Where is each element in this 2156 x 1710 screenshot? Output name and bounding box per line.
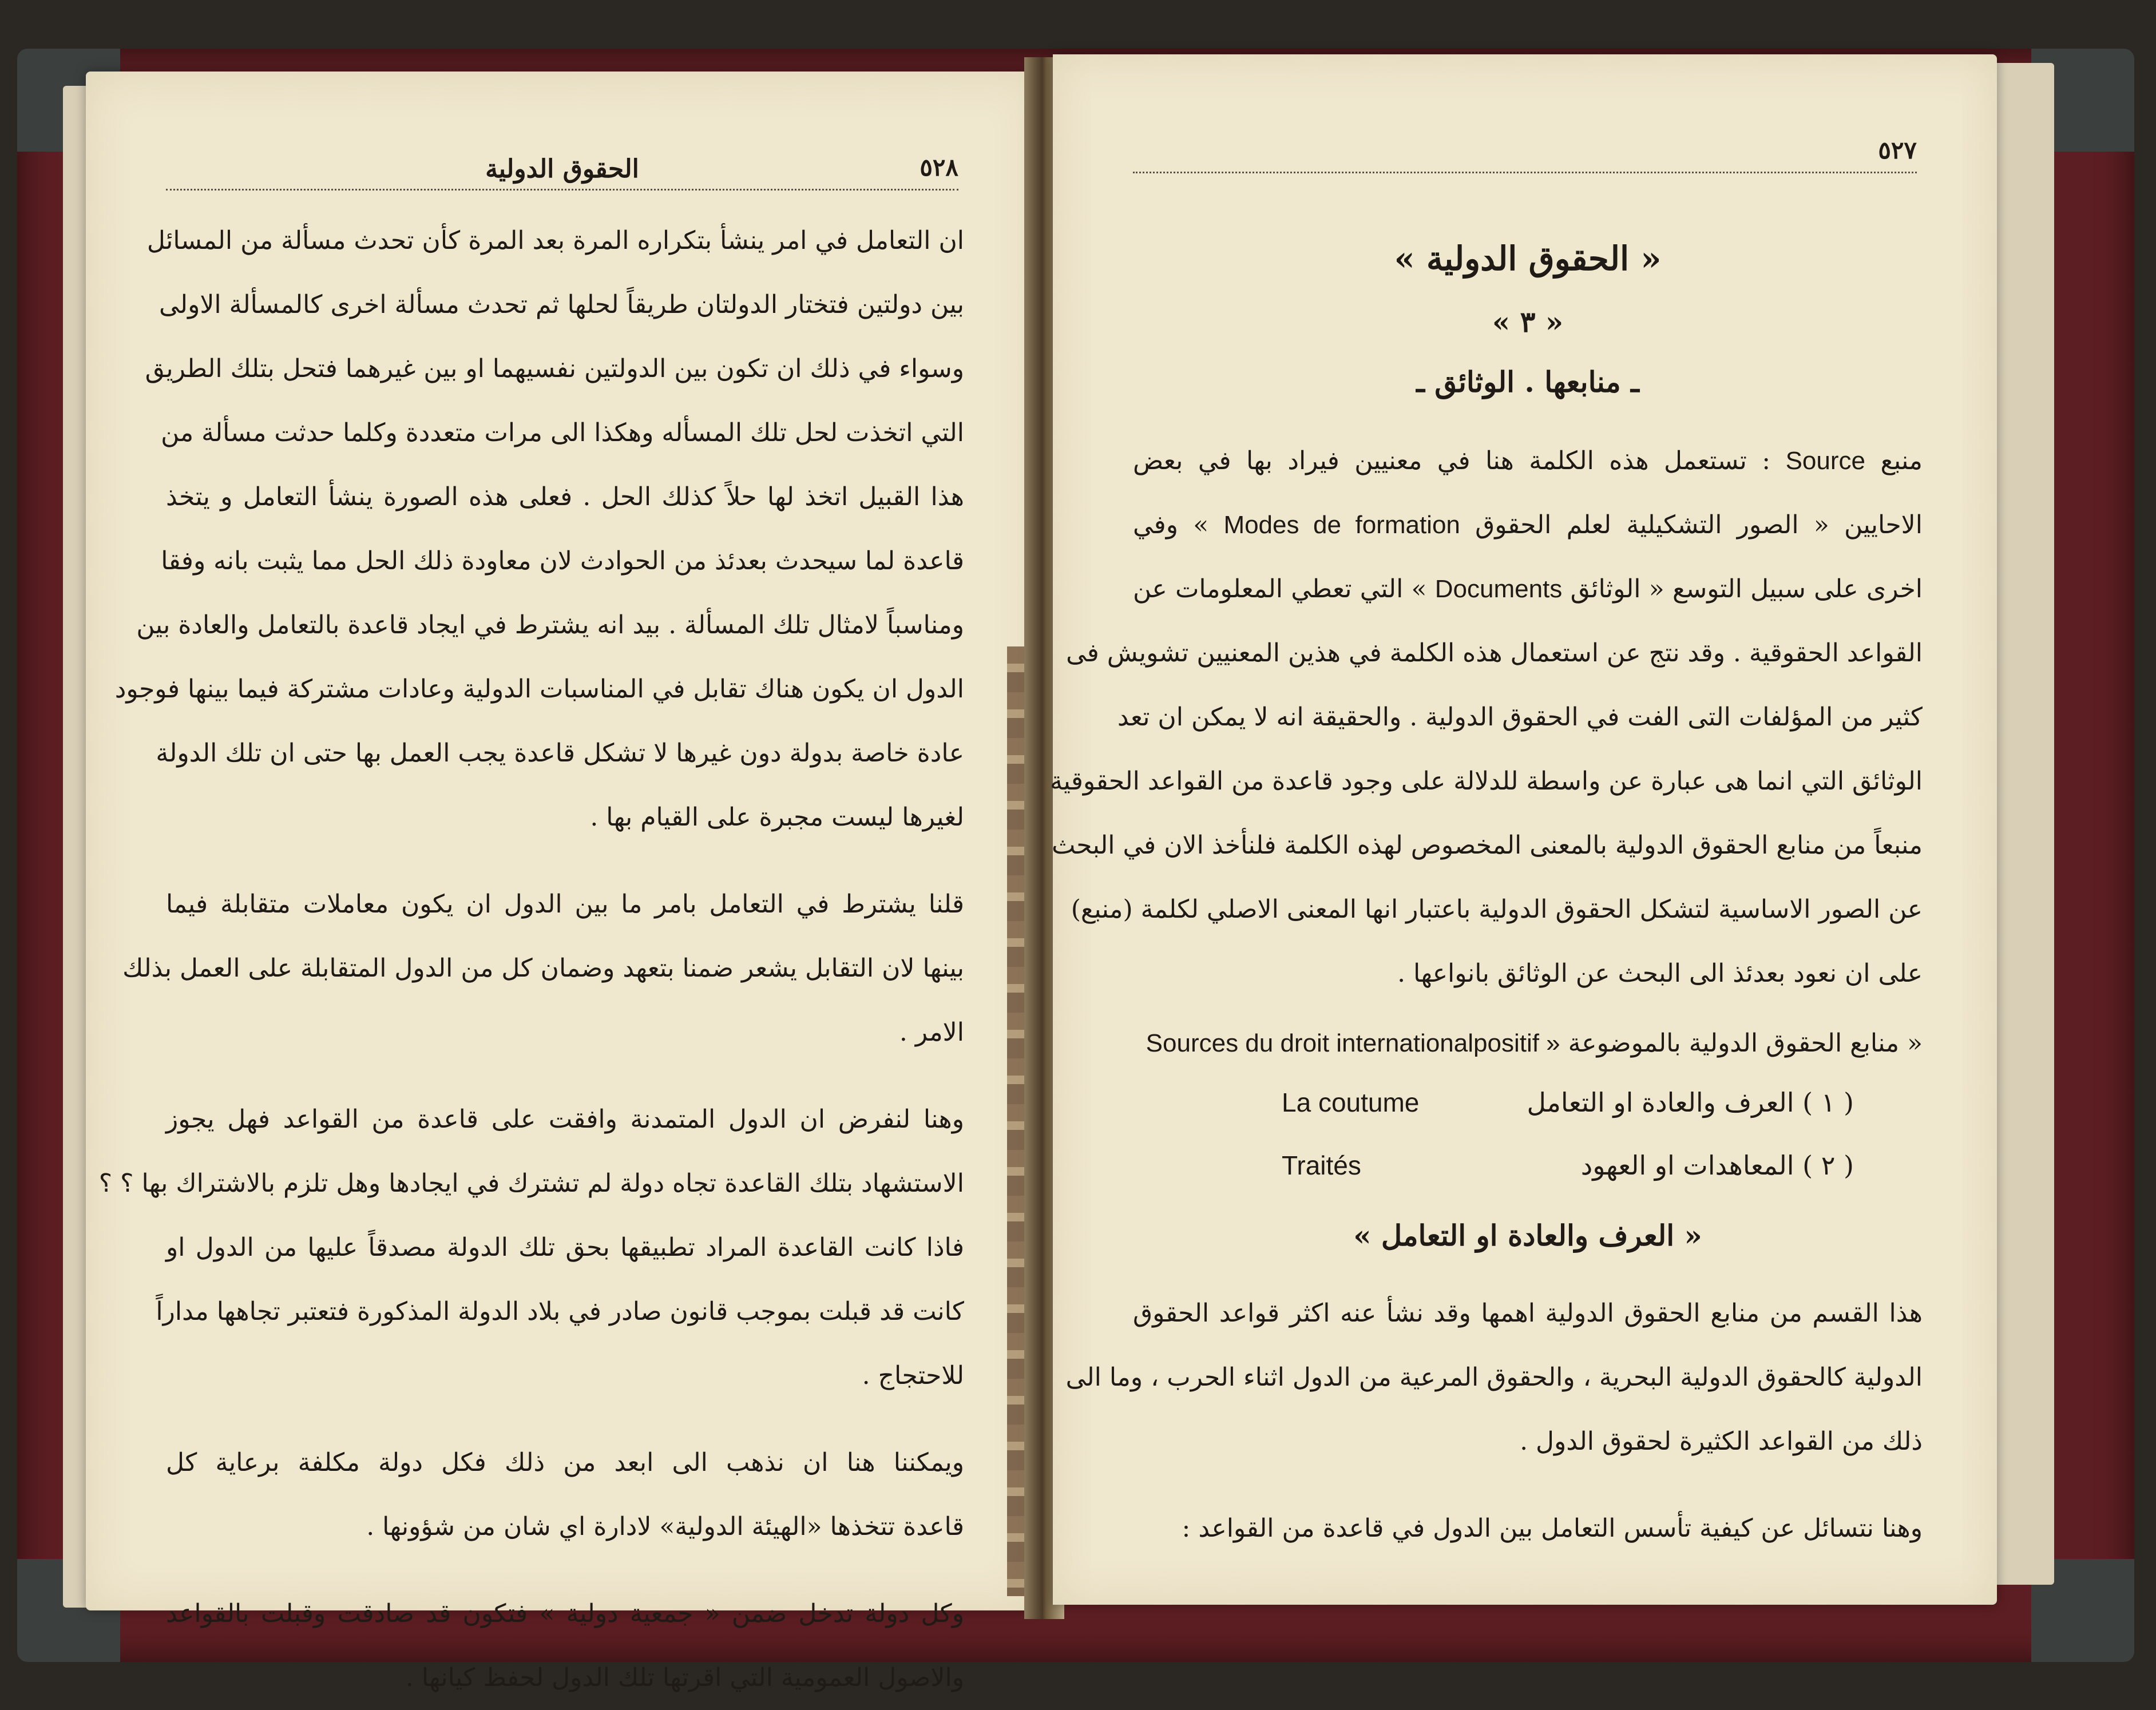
text-line: بينها لان التقابل يشعر ضمنا بتعهد وضمان كل من الدول المتقابلة على العمل بذلك — [122, 954, 964, 983]
text-line: فاذا كانت القاعدة المراد تطبيقها بحق تلك الدولة مصدقاً عليها من الدول او — [166, 1233, 964, 1262]
paragraph — [114, 209, 964, 850]
chapter-subtitle: ـ منابعها . الوثائق ـ — [1416, 365, 1639, 399]
text-line: وهنا لنفرض ان الدول المتمدنة وافقت على قاعدة من القواعد فهل يجوز — [166, 1105, 964, 1134]
paragraph — [122, 872, 964, 1065]
left-page — [86, 72, 1039, 1692]
text-line: للاحتجاج . — [862, 1361, 964, 1390]
text-line: الدول ان يكون هناك تقابل في المناسبات الدولية وعادات مشتركة فيما بينها فوجود — [114, 675, 964, 704]
paragraph — [98, 1088, 964, 1408]
list-item — [1133, 1138, 1923, 1201]
text-line: التي اتخذت لحل تلك المسأله وهكذا الى مرات متعددة وكلما حدثت مسألة من — [161, 418, 964, 447]
text-line: هذا القسم من منابع الحقوق الدولية اهمها وقد نشأ عنه اكثر قواعد الحقوق — [1133, 1299, 1923, 1328]
left-running-head — [166, 143, 958, 191]
french-term: Modes de formation — [1223, 511, 1460, 539]
text-line: هذا القبيل اتخذ لها حلاً كذلك الحل . فعلى هذه الصورة ينشأ التعامل و يتخذ — [166, 482, 964, 511]
text-line: الاحايين « الصور التشكيلية لعلم الحقوق Modes de formation » وفي — [1133, 510, 1923, 539]
paragraph — [1065, 1281, 1923, 1474]
left-page-body — [98, 209, 964, 1710]
french-term: Documents — [1434, 575, 1563, 603]
text-line: ومناسباً لامثال تلك المسألة . بيد انه يشترط في ايجاد قاعدة بالتعامل والعادة بين — [136, 610, 964, 640]
list-item-french: Traités — [1282, 1150, 1361, 1180]
left-page-number: ٥٢٨ — [920, 153, 958, 181]
paragraph — [166, 1582, 964, 1710]
text-line: والاصول العمومية التي اقرتها تلك الدول لحفظ كيانها . — [405, 1663, 964, 1692]
left-running-title: الحقوق الدولية — [485, 154, 639, 184]
intro-paragraph — [1049, 429, 1923, 1006]
text-line: قاعدة لما سيحدث بعدئذ من الحوادث لان معاودة ذلك الحل مما يثبت بانه وفقا — [161, 546, 964, 576]
text-line: اخرى على سبيل التوسع « الوثائق Documents » التي تعطي المعلومات عن — [1133, 574, 1923, 604]
text-line: قاعدة تتخذها «الهيئة الدولية» لادارة اي شان من شؤونها . — [366, 1512, 964, 1541]
sources-line: « منابع الحقوق الدولية بالموضوعة Sources du droit internationalpositif » — [1146, 1029, 1923, 1058]
text-line: قلنا يشترط في التعامل بامر ما بين الدول ان يكون معاملات متقابلة فيما — [166, 890, 964, 919]
text-line: منبع Source : تستعمل هذه الكلمة هنا في معنيين فيراد بها في بعض — [1133, 446, 1923, 475]
text-line: ان التعامل في امر ينشأ بتكراره المرة بعد المرة كأن تحدث مسألة من المسائل — [146, 226, 964, 255]
list-item-arabic: ( ١ ) العرف والعادة او التعامل — [1527, 1087, 1854, 1118]
text-line: كانت قد قبلت بموجب قانون صادر في بلاد الدولة المذكورة فتعتبر تجاهها مداراً — [156, 1297, 964, 1326]
section-title: « العرف والعادة او التعامل » — [1353, 1219, 1702, 1252]
text-line: عن الصور الاساسية لتشكل الحقوق الدولية باعتبار انها المعنى الاصلي لكلمة (منبع) — [1071, 895, 1923, 924]
paragraph — [1133, 1497, 1923, 1561]
paragraph — [166, 1431, 964, 1559]
chapter-title: « الحقوق الدولية » — [1394, 239, 1662, 278]
text-line: لغيرها ليست مجبرة على القيام بها . — [590, 803, 964, 832]
text-line: وسواء في ذلك ان تكون بين الدولتين نفسيهما او بين غيرهما فتحل بتلك الطريق — [145, 354, 964, 383]
text-line: القواعد الحقوقية . وقد نتج عن استعمال هذه الكلمة في هذين المعنيين تشويش فى — [1066, 638, 1923, 668]
text-line: عادة خاصة بدولة دون غيرها لا تشكل قاعدة يجب العمل بها حتى ان تلك الدولة — [156, 739, 964, 768]
right-running-head — [1133, 126, 1917, 173]
text-line: ويمكننا هنا ان نذهب الى ابعد من ذلك فكل دولة مكلفة برعاية كل — [166, 1448, 964, 1477]
list-item-french: La coutume — [1282, 1088, 1420, 1117]
right-page-number: ٥٢٧ — [1878, 136, 1917, 164]
text-line: كثير من المؤلفات التى الفت في الحقوق الدولية . والحقيقة انه لا يمكن ان تعد — [1117, 703, 1923, 732]
text-line: منبعاً من منابع الحقوق الدولية بالمعنى المخصوص لهذه الكلمة فلنأخذ الان في البحث — [1052, 831, 1923, 860]
text-line: الوثائق التي انما هى عبارة عن واسطة للدلالة على وجود قاعدة من القواعد الحقوقية — [1049, 767, 1923, 796]
text-line: الدولية كالحقوق الدولية البحرية ، والحقوق المرعية من الدول اثناء الحرب ، وما الى — [1065, 1363, 1923, 1392]
text-line: الاستشهاد بتلك القاعدة تجاه دولة لم تشترك في ايجادها وهل تلزم بالاشتراك بها ؟ ؟ — [98, 1169, 964, 1198]
right-page-body — [1049, 226, 1923, 1561]
text-line: وكل دولة تدخل ضمن « جمعية دولية » فتكون قد صادقت وقبلت بالقواعد — [166, 1599, 964, 1628]
list-item-arabic: ( ٢ ) المعاهدات او العهود — [1580, 1150, 1854, 1181]
french-term: Sources du droit internationalpositif » — [1146, 1029, 1560, 1057]
text-line: الامر . — [899, 1018, 964, 1047]
right-page — [1049, 54, 1997, 1605]
text-line: ذلك من القواعد الكثيرة لحقوق الدول . — [1520, 1427, 1923, 1456]
french-term: Source — [1785, 447, 1865, 475]
text-line: بين دولتين فتختار الدولتان طريقاً لحلها ثم تحدث مسألة اخرى كالمسألة الاولى — [158, 290, 964, 319]
text-line: على ان نعود بعدئذ الى البحث عن الوثائق بانواعها . — [1397, 959, 1923, 988]
text-line: وهنا نتسائل عن كيفية تأسس التعامل بين الدول في قاعدة من القواعد : — [1182, 1514, 1923, 1543]
list-item — [1133, 1076, 1923, 1138]
chapter-number: « ٣ » — [1492, 305, 1564, 339]
